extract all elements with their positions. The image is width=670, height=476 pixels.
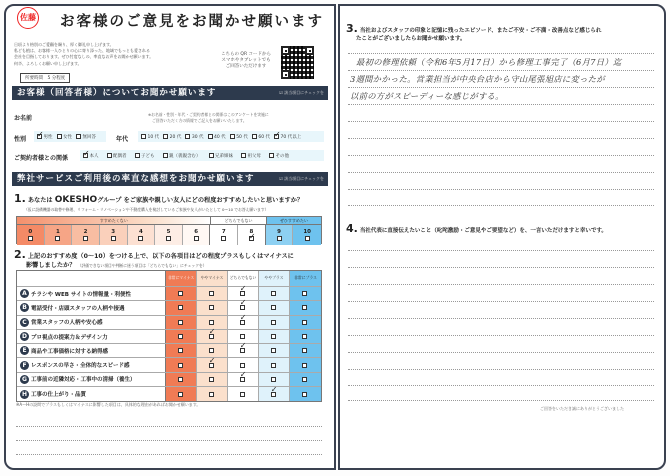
q2-subtitle: （評価できない項目や判断に迷う項目は「どちらでもない」にチェックを） — [77, 263, 207, 268]
question-number: 2. — [14, 248, 26, 261]
matrix-cell[interactable] — [290, 387, 321, 401]
age-option-40s[interactable] — [208, 134, 226, 140]
matrix-cell[interactable] — [290, 358, 321, 371]
answer-line[interactable] — [16, 426, 322, 427]
qr-finder — [281, 46, 290, 55]
item-label: 工事の仕上がり・品質 — [31, 392, 87, 399]
matrix-cell[interactable] — [197, 373, 228, 386]
matrix-cell[interactable] — [228, 373, 259, 386]
matrix-row-label — [17, 387, 166, 401]
answer-line[interactable] — [348, 369, 654, 370]
matrix-row-label — [17, 316, 166, 329]
gender-option-female[interactable] — [57, 134, 73, 140]
gender-option-male[interactable] — [37, 134, 53, 140]
intro-line: 会社を目指しております。ぜひ忖度なしの、率直なお声をお聞かせ願います。 — [14, 54, 154, 60]
recommendation-scale — [16, 216, 322, 244]
checkbox[interactable] — [302, 320, 307, 325]
qr-caption-line: スマホやタブレットでも — [221, 58, 271, 63]
answer-line[interactable] — [348, 121, 654, 122]
answer-line[interactable] — [16, 454, 322, 455]
item-letter-icon: C — [20, 318, 29, 327]
matrix-cell[interactable] — [259, 287, 290, 300]
score-label: 1 — [56, 229, 60, 235]
checkbox[interactable] — [107, 153, 112, 158]
checkbox[interactable] — [166, 236, 171, 241]
matrix-row-label — [17, 344, 166, 357]
age-option-60s[interactable] — [252, 134, 270, 140]
gender-options — [34, 131, 106, 142]
item-letter-icon: E — [20, 346, 29, 355]
matrix-cell[interactable] — [197, 330, 228, 343]
checkbox[interactable] — [302, 305, 307, 310]
checkbox[interactable] — [240, 392, 245, 397]
matrix-cell[interactable] — [197, 301, 228, 314]
answer-line[interactable] — [348, 385, 654, 386]
option-label: 60 代 — [258, 134, 271, 140]
matrix-cell[interactable] — [259, 316, 290, 329]
matrix-cell[interactable] — [259, 330, 290, 343]
relation-option-other[interactable] — [269, 153, 289, 159]
matrix-cell[interactable] — [290, 316, 321, 329]
matrix-header — [17, 271, 321, 287]
matrix-cell[interactable] — [166, 330, 197, 343]
relation-option-sibling[interactable] — [209, 153, 234, 159]
col-very-positive: 非常にプラス — [290, 271, 321, 286]
matrix-cell[interactable] — [166, 373, 197, 386]
matrix-cell[interactable] — [228, 387, 259, 401]
score-7[interactable] — [210, 225, 238, 245]
checkbox[interactable] — [209, 305, 214, 310]
q4-title-text: 当社代表に直接伝えたいこと（叱咤激励・ご意見やご要望など）を、一言いただけますと幸いです。 — [359, 228, 607, 234]
matrix-cell[interactable] — [259, 358, 290, 371]
qr-finder — [305, 46, 314, 55]
option-label: 20 代 — [169, 134, 182, 140]
item-letter-icon: F — [20, 361, 29, 370]
checkbox[interactable] — [209, 320, 214, 325]
checkbox[interactable] — [302, 291, 307, 296]
answer-line[interactable] — [348, 301, 654, 302]
checkbox[interactable] — [221, 236, 226, 241]
answer-line[interactable] — [348, 205, 654, 206]
checkbox[interactable] — [240, 291, 245, 296]
col-very-negative: 非常にマイナス — [166, 271, 197, 286]
checkbox[interactable] — [240, 305, 245, 310]
option-label: 40 代 — [214, 134, 226, 140]
option-label: 祖父母 — [247, 153, 261, 159]
relation-option-grandparent[interactable] — [241, 153, 261, 159]
checkbox[interactable] — [269, 153, 274, 158]
answer-line[interactable] — [16, 440, 322, 441]
matrix-row-label — [17, 287, 166, 300]
score-label: 6 — [194, 229, 199, 235]
checkbox[interactable] — [302, 363, 307, 368]
matrix-row-label — [17, 358, 166, 371]
checkbox[interactable] — [230, 134, 235, 139]
checkbox[interactable] — [57, 134, 62, 139]
score-10[interactable] — [293, 225, 321, 245]
checkbox[interactable] — [178, 291, 183, 296]
seal-stamp: 佐藤 — [17, 7, 39, 29]
scale-group-neutral: どちらでもない — [210, 217, 265, 225]
checkbox[interactable] — [141, 134, 146, 139]
answer-line[interactable] — [348, 172, 654, 173]
relation-label: ご契約者様との関係 — [14, 155, 69, 162]
checkbox[interactable] — [249, 236, 254, 241]
checkbox[interactable] — [178, 392, 183, 397]
checkbox[interactable] — [271, 320, 276, 325]
age-option-70plus[interactable] — [274, 134, 301, 140]
checkbox[interactable] — [305, 236, 310, 241]
option-label: その他 — [275, 153, 289, 159]
q1-title — [14, 192, 303, 205]
scale-group-recommend: ぜひすすめたい — [266, 217, 321, 225]
matrix-cell[interactable] — [166, 301, 197, 314]
item-letter-icon: D — [20, 332, 29, 341]
option-label: 50 代 — [236, 134, 248, 140]
score-label: 2 — [83, 229, 88, 235]
answer-line[interactable] — [348, 335, 654, 336]
score-4[interactable] — [128, 225, 156, 245]
matrix-row — [17, 316, 321, 330]
checkbox[interactable] — [240, 334, 245, 339]
answer-line[interactable] — [348, 400, 654, 401]
col-slightly-negative: ややマイナス — [197, 271, 228, 286]
score-label: 3 — [111, 229, 116, 235]
check-note-text: 該当項目にチェックを — [284, 90, 324, 95]
checkbox[interactable] — [178, 320, 183, 325]
matrix-row — [17, 358, 321, 372]
checkbox[interactable] — [163, 153, 168, 158]
checkbox[interactable] — [271, 334, 276, 339]
checkbox[interactable] — [271, 377, 276, 382]
item-label: 電話受付・店頭スタッフの人柄や接遇 — [31, 305, 125, 312]
score-label: 0 — [28, 229, 33, 235]
question-number: 1. — [14, 192, 26, 205]
qr-caption-line: ご回答いただけます — [225, 64, 267, 69]
answer-line[interactable] — [348, 267, 654, 268]
matrix-cell[interactable] — [290, 344, 321, 357]
answer-line[interactable] — [348, 284, 654, 285]
matrix-cell[interactable] — [259, 387, 290, 401]
gender-option-none[interactable] — [76, 134, 96, 140]
q2-title-text: 上記のおすすめ度（0〜10）をつける上で、以下の各項目はどの程度プラスもしくはマイナスに — [27, 253, 294, 260]
checkbox[interactable] — [274, 134, 279, 139]
answer-line[interactable] — [348, 53, 654, 54]
section-title: 弊社サービスご利用後の率直な感想をお聞かせ願います — [17, 174, 255, 184]
q2-footnote: ※A〜Hの設問でプラスもしくはマイナスに影響した項目は、具体的な理由があればお聞かせ願います。 — [16, 402, 201, 407]
matrix-cell[interactable] — [228, 344, 259, 357]
score-5[interactable] — [155, 225, 183, 245]
age-label: 年代 — [116, 136, 129, 143]
checkbox[interactable] — [178, 377, 183, 382]
answer-line[interactable] — [348, 87, 654, 88]
age-option-10s[interactable] — [141, 134, 159, 140]
checkbox[interactable] — [111, 236, 116, 241]
matrix-cell[interactable] — [290, 301, 321, 314]
matrix-cell[interactable] — [197, 358, 228, 371]
matrix-cell[interactable] — [259, 344, 290, 357]
checkbox[interactable] — [37, 134, 42, 139]
item-label: 営業スタッフの人柄や安心感 — [31, 320, 103, 327]
matrix-cell[interactable] — [290, 287, 321, 300]
check-note-text: 該当項目にチェックを — [284, 176, 324, 181]
score-label: 5 — [166, 229, 171, 235]
option-label: 無回答 — [82, 134, 96, 140]
age-option-20s[interactable] — [163, 134, 181, 140]
matrix-cell[interactable] — [166, 344, 197, 357]
matrix-row — [17, 287, 321, 301]
checkbox[interactable] — [178, 363, 183, 368]
intro-text — [14, 42, 214, 67]
checkbox[interactable] — [302, 377, 307, 382]
score-3[interactable] — [100, 225, 128, 245]
q2-title-line2 — [26, 260, 207, 269]
checkbox[interactable] — [240, 363, 245, 368]
matrix-row — [17, 301, 321, 315]
impact-matrix — [16, 270, 322, 402]
q3-title-line2: たことがございましたらお聞かせ願います。 — [356, 36, 466, 42]
checkbox[interactable] — [240, 348, 245, 353]
checkbox[interactable] — [209, 291, 214, 296]
checkbox[interactable] — [271, 291, 276, 296]
name-note — [148, 112, 269, 123]
checkbox[interactable] — [209, 348, 214, 353]
customer-section-header — [12, 86, 328, 100]
answer-line[interactable] — [348, 189, 654, 190]
score-9[interactable] — [266, 225, 294, 245]
qr-finder — [281, 70, 290, 79]
item-letter-icon: A — [20, 289, 29, 298]
qr-caption-line: こちらの QR コードから — [220, 52, 272, 57]
option-label: 10 代 — [147, 134, 160, 140]
option-label: 兄弟姉妹 — [215, 153, 233, 159]
option-label: 配偶者 — [113, 153, 127, 159]
matrix-cell[interactable] — [197, 387, 228, 401]
age-options — [138, 131, 324, 142]
checkbox[interactable] — [163, 134, 168, 139]
answer-line[interactable] — [348, 155, 654, 156]
matrix-cell[interactable] — [290, 373, 321, 386]
option-label: 子ども — [141, 153, 155, 159]
matrix-row — [17, 330, 321, 344]
option-label: 70 代以上 — [280, 134, 302, 140]
option-label: 親（義親含む） — [169, 153, 201, 159]
checkbox[interactable] — [277, 236, 282, 241]
checkbox[interactable] — [271, 305, 276, 310]
item-label: レスポンスの早さ・全体的なスピード感 — [31, 363, 130, 370]
q3-answer-line[interactable]: 3週間かかった。営業担当が中央台店から守山尾張旭店に変ったが — [350, 74, 605, 84]
checkbox[interactable] — [209, 377, 214, 382]
answer-line[interactable] — [348, 250, 654, 251]
item-label: チラシや WEB サイトの情報量・利便性 — [31, 291, 131, 298]
answer-line[interactable] — [348, 138, 654, 139]
checkbox[interactable] — [178, 305, 183, 310]
checkbox[interactable] — [28, 236, 33, 241]
qr-caption — [216, 52, 276, 70]
col-neutral: どちらでもない — [228, 271, 259, 286]
relation-options — [80, 150, 324, 161]
relation-option-parent[interactable] — [163, 153, 201, 159]
checkbox[interactable] — [240, 320, 245, 325]
age-option-50s[interactable] — [230, 134, 248, 140]
checkbox[interactable] — [302, 348, 307, 353]
option-label: 男性 — [43, 134, 53, 140]
matrix-cell[interactable] — [166, 387, 197, 401]
check-note: ☑ 該当項目にチェックを — [279, 176, 324, 181]
matrix-cell[interactable] — [197, 287, 228, 300]
item-letter-icon: B — [20, 303, 29, 312]
question-number: 3. — [346, 22, 358, 35]
checkbox[interactable] — [194, 236, 199, 241]
score-2[interactable] — [72, 225, 100, 245]
q1-subtitle: （仮に設備機器の取替や修理、リフォーム・リノベーションや不動産購入を検討しているご家族や友人がいたとして 0〜10 でお答え願います） — [24, 207, 269, 212]
checkbox[interactable] — [209, 334, 214, 339]
page-title: お客様のご意見をお聞かせ願います — [60, 14, 324, 30]
note-line: ご回答いただく方の情報でご記入をお願いいたします。 — [152, 117, 247, 123]
matrix-row-label — [17, 330, 166, 343]
checkbox[interactable] — [252, 134, 257, 139]
answer-line[interactable] — [348, 318, 654, 319]
matrix-row-label — [17, 373, 166, 386]
checkbox[interactable] — [178, 334, 183, 339]
matrix-cell[interactable] — [166, 316, 197, 329]
duration-badge: 所要時間 5 分程度 — [20, 73, 70, 83]
checkbox[interactable] — [209, 363, 214, 368]
relation-option-child[interactable] — [135, 153, 155, 159]
q1-pre: あなたは — [27, 197, 53, 204]
item-letter-icon: G — [20, 375, 29, 384]
checkbox[interactable] — [240, 377, 245, 382]
question-number: 4. — [346, 222, 358, 235]
thank-you-note: ご回答をいただき誠にありがとうございました — [540, 406, 624, 411]
service-section-header — [12, 172, 328, 186]
intro-line: 日頃より格別のご愛顧を賜り、厚く御礼申し上げます。 — [14, 42, 114, 47]
checkbox[interactable] — [185, 134, 190, 139]
score-label: 10 — [303, 229, 311, 235]
score-label: 7 — [221, 229, 226, 235]
checkbox[interactable] — [76, 134, 81, 139]
qr-code[interactable] — [281, 46, 314, 79]
intro-line: 何卒、よろしくお願い申し上げます。 — [14, 60, 82, 66]
q1-post: グループ をご家族や親しい友人にどの程度おすすめしたいと思いますか？ — [97, 197, 304, 204]
matrix-row — [17, 344, 321, 358]
item-label: 工事前の近隣対応・工事中の清掃（養生） — [31, 377, 136, 384]
option-label: 女性 — [63, 134, 72, 140]
matrix-row-label — [17, 301, 166, 314]
checkbox[interactable] — [209, 392, 214, 397]
checkbox[interactable] — [271, 392, 276, 397]
score-1[interactable] — [45, 225, 73, 245]
relation-option-spouse[interactable] — [107, 153, 127, 159]
checkbox[interactable] — [135, 153, 140, 158]
relation-option-self[interactable] — [83, 153, 99, 159]
score-label: 4 — [138, 229, 143, 235]
note-line: ※お名前・性別・年代・ご契約者様との関係はこのアンケートを実施に — [148, 112, 269, 117]
option-label: 本人 — [89, 153, 99, 159]
q2-title-text: 影響しましたか？ — [26, 262, 76, 269]
scale-group-not-recommend: すすめたくない — [17, 217, 210, 225]
q3-answer-line[interactable]: 以前の方がスピーディーな感じがする。 — [350, 91, 504, 101]
checkbox[interactable] — [178, 348, 183, 353]
matrix-cell[interactable] — [259, 301, 290, 314]
score-label: 9 — [277, 229, 281, 235]
checkbox[interactable] — [271, 348, 276, 353]
answer-line[interactable] — [348, 70, 654, 71]
matrix-cell[interactable] — [290, 330, 321, 343]
score-0[interactable] — [17, 225, 45, 245]
matrix-cell[interactable] — [166, 358, 197, 371]
checkbox[interactable] — [55, 236, 60, 241]
answer-line[interactable] — [348, 104, 654, 105]
intro-line: 私ども植は、お客様一人ひとりの心に寄り添った、地域でもっとも愛される — [14, 48, 150, 54]
answer-line[interactable] — [348, 352, 654, 353]
check-note: ☑ 該当項目にチェックを — [279, 90, 324, 95]
q3-title-text: 当社およびスタッフの印象と記憶に残ったエピソード、またご不安・ご不満・改善点など感じられ — [359, 28, 602, 34]
checkbox[interactable] — [83, 153, 88, 158]
col-slightly-positive: ややプラス — [259, 271, 290, 286]
checkbox[interactable] — [302, 392, 307, 397]
checkbox[interactable] — [138, 236, 143, 241]
matrix-row — [17, 387, 321, 401]
name-label: お名前 — [14, 115, 33, 122]
matrix-corner — [17, 271, 166, 286]
matrix-cell[interactable] — [228, 316, 259, 329]
score-8[interactable] — [238, 225, 266, 245]
q4-title — [346, 222, 666, 235]
brand-name: OKESHO — [54, 195, 98, 205]
option-label: 30 代 — [191, 134, 204, 140]
checkbox[interactable] — [208, 134, 213, 139]
q3-answer-line[interactable]: 最初の修理依頼（令和6年5月17日）から修理工事完了（6月7日）迄 — [356, 57, 622, 67]
score-6[interactable] — [183, 225, 211, 245]
item-letter-icon: H — [21, 390, 28, 398]
checkbox[interactable] — [271, 363, 276, 368]
age-option-30s[interactable] — [185, 134, 203, 140]
checkbox[interactable] — [209, 153, 214, 158]
gender-label: 性別 — [14, 136, 27, 143]
matrix-cell[interactable] — [166, 287, 197, 300]
item-label: 商品や工事価格に対する納得感 — [31, 348, 109, 355]
section-title: お客様（回答者様）についてお聞かせ願います — [17, 88, 217, 98]
checkbox[interactable] — [302, 334, 307, 339]
checkbox[interactable] — [241, 153, 246, 158]
item-label: プロ視点の提案力＆デザイン力 — [31, 334, 108, 341]
checkbox[interactable] — [83, 236, 88, 241]
